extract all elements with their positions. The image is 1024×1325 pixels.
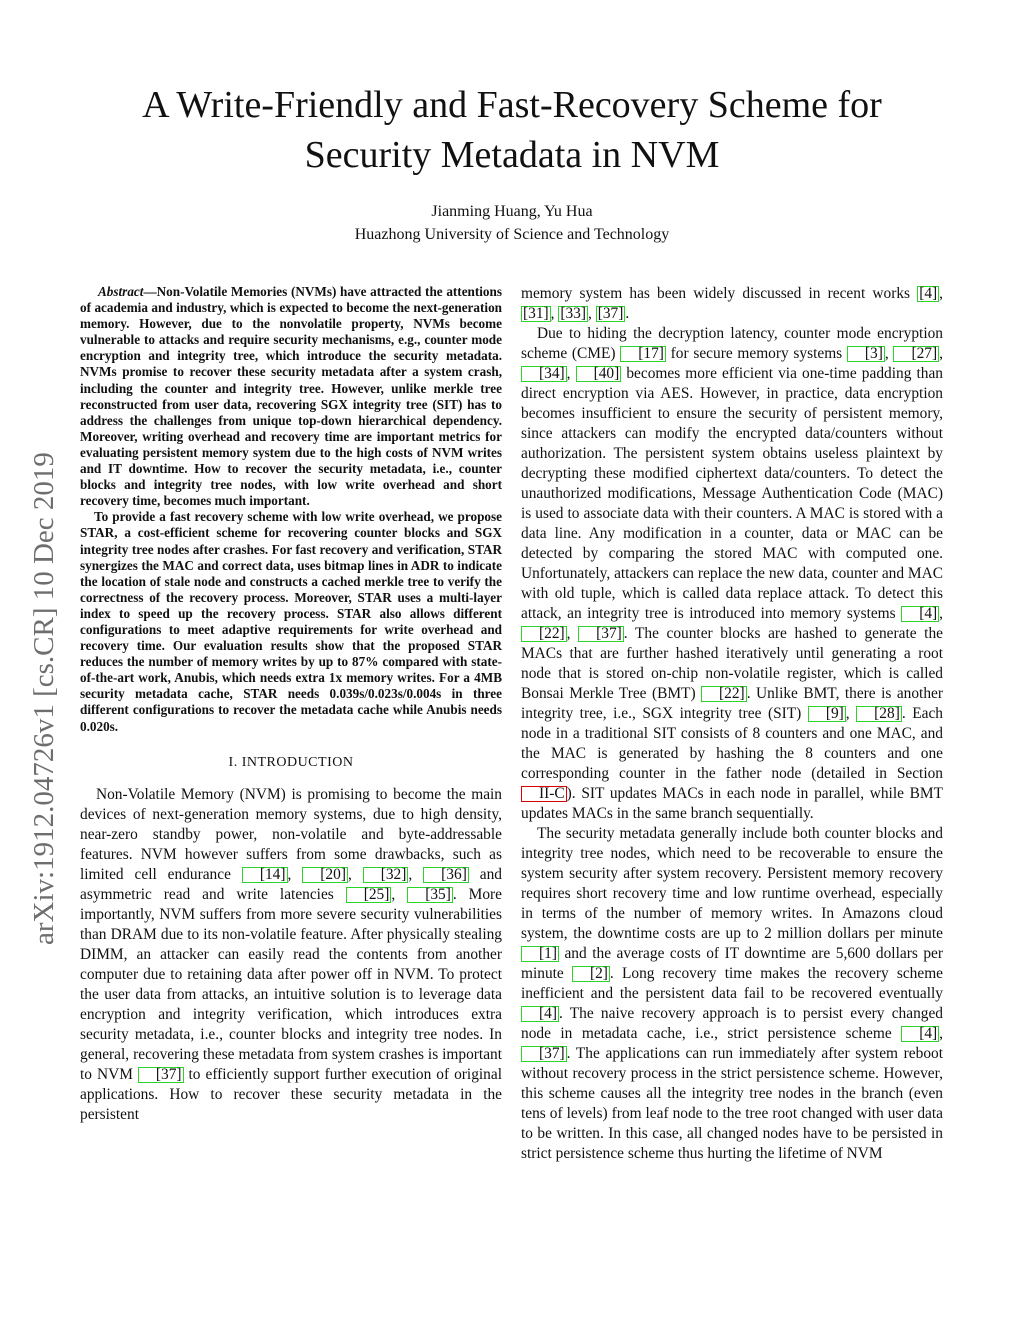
author-block	[0, 200, 1024, 246]
section-heading-introduction: I. INTRODUCTION	[228, 754, 354, 770]
citation-link[interactable]: [22]	[521, 626, 567, 642]
intro-paragraph-3: The security metadata generally include both counter blocks and integrity tree nodes, which need to be recoverable to ensure the system security after system recovery. Persistent memory recovery requires short recovery time and low runtime overhead, especially in terms of the number of memory writes. In Amazons cloud system, the downtime costs are up to 2 million dollars per minute [1] and the average costs of IT downtime are 5,600 dollars per minute [2] . Long recovery time makes the recovery scheme inefficient and the persistent data fail to be recovered eventually [4] . The naive recovery approach is to persist every changed node in metadata cache, i.e., strict persistence scheme [4] , [37] . The applications can run immediately after system reboot without recovery process in the strict persistence scheme. However, this scheme causes all the integrity tree nodes in the branch (even tens of levels) from leaf node to the tree root changed with user data to be written. In this case, all changed nodes have to be persisted in strict persistence scheme thus hurting the lifetime of NVM	[521, 825, 944, 1162]
citation-link[interactable]: [31]	[523, 305, 549, 322]
citation-link[interactable]: [32]	[363, 867, 409, 883]
citation-link[interactable]: [17]	[620, 346, 666, 362]
citation-link[interactable]: [28]	[856, 706, 902, 722]
citation-link[interactable]: [3]	[847, 346, 885, 362]
citation-link[interactable]: [4]	[521, 1006, 559, 1022]
affiliation: Huazhong University of Science and Technology	[354, 226, 670, 243]
citation-link[interactable]: [1]	[521, 946, 559, 962]
intro-paragraph-1-continued: memory system has been widely discussed in recent works [4] , [31] , [33] , [37] .	[521, 285, 943, 322]
abstract-paragraph-2: To provide a fast recovery scheme with low write overhead, we propose STAR, a cost-efficient scheme for recovering counter blocks and SGX integrity tree nodes after crashes. For fast recovery and verification, STAR synergizes the MAC and correct data, uses bitmap lines in ADR to indicate the location of stale node and constructs a cached merkle tree to verify the correctness of the recovery process. Moreover, STAR uses a multi-layer index to speed up the recovery process. STAR also allows different configurations to meet adaptive requirements for write overhead and recovery time. Our evaluation results show that the proposed STAR reduces the number of memory writes by up to 87% compared with state-of-the-art work, Anubis, which needs extra 1x memory writes. For a 4MB security metadata cache, STAR needs 0.039s/0.023s/0.004s in three different configurations to recover the metadata cache while Anubis needs 0.020s.	[80, 509, 502, 734]
citation-link[interactable]: [22]	[701, 686, 747, 702]
left-column	[80, 284, 502, 1125]
citation-link[interactable]: [37]	[138, 1067, 184, 1083]
citation-link[interactable]: [35]	[407, 887, 453, 903]
citation-link[interactable]: [4]	[901, 606, 939, 622]
citation-link[interactable]: [9]	[808, 706, 846, 722]
right-column	[521, 284, 943, 1164]
abstract-paragraph-1	[80, 284, 502, 509]
citation-link[interactable]: [2]	[572, 966, 610, 982]
citation-link[interactable]: [33]	[560, 305, 587, 322]
citation-link[interactable]: [37]	[597, 305, 624, 322]
citation-link[interactable]: [37]	[578, 626, 624, 642]
citation-link[interactable]: [4]	[919, 285, 938, 302]
abstract	[80, 284, 502, 735]
title-line-2: Security Metadata in NVM	[304, 134, 720, 176]
citation-link[interactable]: [25]	[346, 887, 392, 903]
citation-link[interactable]: [20]	[302, 867, 348, 883]
citation-link[interactable]: [4]	[901, 1026, 939, 1042]
citation-link[interactable]: [40]	[576, 366, 622, 382]
arxiv-sidebar-stamp: arXiv:1912.04726v1 [cs.CR] 10 Dec 2019	[28, 452, 60, 945]
abstract-text-1: —Non-Volatile Memories (NVMs) have attracted the attentions of academia and industry, which is expected to become the next-generation memory. However, due to the nonvolatile property, NVMs become vulnerable to attacks and require security mechanisms, e.g., counter mode encryption and integrity tree, which introduce the security metadata. NVMs promise to recover these security metadata after a system crash, including the counter and integrity tree. However, unlike merkle tree reconstructed from user data, recovering SGX integrity tree (SIT) has to address the challenges from unique top-down hierarchical dependency. Moreover, writing overhead and recovery time are important metrics for evaluating persistent memory system due to the high costs of NVM writes and IT downtime. How to recover the security metadata, i.e., counter blocks and integrity tree nodes, with low write overhead and short recovery time, becomes much important.	[80, 284, 502, 509]
intro-paragraph-2: Due to hiding the decryption latency, counter mode encryption scheme (CME) [17] for secure memory systems [3] , [27] , [34] , [40] becomes more efficient via one-time padding than direct encryption via AES. However, in practice, data encryption becomes insufficient to ensure the security of persistent memory, since attackers can modify the encrypted data/counters without authorization. The persistent system obtains useless plaintext by decrypting these modified ciphertext data/counters. To detect the unauthorized modifications, Message Authentication Code (MAC) is used to associate data with their counters. A MAC is stored with a data line. Any modification in a counter, data or MAC can be detected by comparing the stored MAC with computed one. Unfortunately, attackers can replace the new data, counter and MAC with old tuple, which is called data replace attack. To detect this attack, an integrity tree is introduced into memory systems [4] , [22] , [37] . The counter blocks are hashed to generate the MACs that are further hashed iteratively until generating a root node that is stored on-chip non-volatile register, which is called Bonsai Merkle Tree (BMT) [22] . Unlike BMT, there is another integrity tree, i.e., SGX integrity tree (SIT) [9] , [28] . Each node in a traditional SIT consists of 8 counters and one MAC, and the MAC is generated by hashing the 8 counters and one corresponding counter in the father node (detailed in Section II-C ). SIT updates MACs in each node in parallel, while BMT updates MACs in the same branch sequentially.	[521, 325, 943, 822]
intro-body-left	[80, 785, 502, 1125]
intro-paragraph-1: Non-Volatile Memory (NVM) is promising to become the main devices of next-generation memory systems, due to high density, near-zero standby power, non-volatile and byte-addressable features. NVM however suffers from some drawbacks, such as limited cell endurance [14] , [20] , [32] , [36] and asymmetric read and write latencies [25] , [35] . More importantly, NVM suffers from more severe security vulnerabilities than DRAM due to its non-volatile feature. After physically stealing DIMM, an attacker can easily read the contents from another computer due to retaining data after power off in NVM. To protect the user data from attacks, an intuitive solution is to leverage data encryption and integrity verification, which introduces extra security metadata, i.e., counter blocks and integrity tree nodes. In general, recovering these metadata from system crashes is important to NVM [37] to efficiently support further execution of original applications. How to recover these security metadata in the persistent	[80, 785, 502, 1123]
citation-link[interactable]: [37]	[521, 1046, 567, 1062]
abstract-label: Abstract	[98, 284, 144, 299]
section-crossref-link[interactable]: II-C	[521, 786, 567, 802]
citation-link[interactable]: [27]	[893, 346, 939, 362]
citation-link[interactable]: [34]	[521, 366, 567, 382]
citation-link[interactable]: [14]	[242, 867, 288, 883]
paper-title	[0, 80, 1024, 180]
intro-body-right	[521, 284, 943, 1164]
author-names: Jianming Huang, Yu Hua	[431, 203, 593, 220]
title-line-1: A Write-Friendly and Fast-Recovery Scheme for	[142, 84, 882, 126]
citation-link[interactable]: [36]	[423, 867, 469, 883]
